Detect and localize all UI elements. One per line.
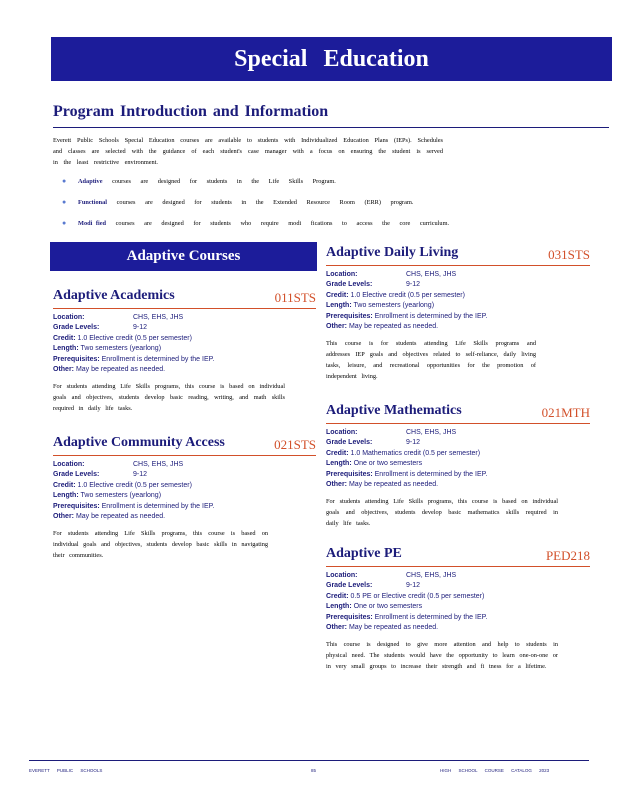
- bullet-term: Adaptive: [78, 178, 103, 185]
- bullet-text: courses are designed for students in the Extended Resource Room (ERR) program.: [116, 199, 414, 206]
- course-code: 021STS: [274, 437, 316, 452]
- course-card-adaptive-academics: [53, 288, 316, 414]
- course-card-adaptive-pe: [326, 546, 590, 672]
- bullet-text: courses are designed for students who require modi fications to access the core curriculum.: [115, 220, 450, 227]
- course-details: [326, 270, 590, 332]
- course-type-list: [62, 176, 482, 239]
- grade-levels-value: 9-12: [406, 582, 421, 590]
- course-divider: [326, 566, 590, 567]
- prerequisites-label: Prerequisites:: [326, 613, 373, 621]
- length-label: Length:: [326, 302, 352, 310]
- length-label: Length:: [326, 603, 352, 611]
- footer-divider: [29, 760, 589, 761]
- course-code: 021MTH: [541, 405, 590, 420]
- length-label: Length:: [53, 492, 79, 500]
- other-label: Other:: [326, 624, 347, 632]
- grade-levels-label: Grade Levels:: [326, 439, 373, 447]
- credit-label: Credit:: [326, 291, 349, 299]
- course-code: 031STS: [548, 247, 590, 262]
- prerequisites-label: Prerequisites:: [53, 355, 100, 363]
- course-divider: [53, 308, 316, 309]
- length-value: Two semesters (yearlong): [353, 302, 435, 310]
- location-value: CHS, EHS, JHS: [133, 314, 184, 321]
- location-label: Location:: [326, 271, 358, 278]
- other-value: May be repeated as needed.: [348, 481, 439, 489]
- course-description: For students attending Life Skills programs, this course is based on individual goals and objectives, students develop basic mathematics skills required in daily life tasks.: [326, 498, 558, 528]
- course-title: Adaptive Daily Living: [326, 245, 459, 260]
- other-label: Other:: [326, 481, 347, 489]
- bullet-icon: ●: [62, 177, 67, 185]
- course-code: 011STS: [274, 290, 316, 305]
- credit-value: 1.0 Elective credit (0.5 per semester): [350, 291, 465, 299]
- length-value: Two semesters (yearlong): [80, 492, 162, 500]
- grade-levels-value: 9-12: [406, 439, 421, 447]
- prerequisites-value: Enrollment is determined by the IEP.: [374, 470, 488, 478]
- course-description: This course is for students attending Life Skills programs and addresses IEP goals and objectives related to self-reliance, daily living tasks, leisure, and recreational opportunities for the promotion of independent living.: [326, 340, 536, 381]
- page-title: Special Education: [51, 37, 612, 81]
- length-value: Two semesters (yearlong): [80, 345, 162, 353]
- course-code: PED218: [545, 548, 590, 563]
- other-value: May be repeated as needed.: [75, 366, 166, 374]
- location-label: Location:: [53, 461, 85, 468]
- prerequisites-value: Enrollment is determined by the IEP.: [374, 312, 488, 320]
- credit-value: 1.0 Elective credit (0.5 per semester): [77, 481, 192, 489]
- intro-divider: [53, 127, 609, 128]
- course-divider: [326, 423, 590, 424]
- grade-levels-label: Grade Levels:: [326, 582, 373, 590]
- footer-right: HIGH SCHOOL COURSE CATALOG 2023: [440, 768, 550, 773]
- grade-levels-label: Grade Levels:: [326, 281, 373, 289]
- length-label: Length:: [326, 460, 352, 468]
- location-label: Location:: [53, 314, 85, 321]
- list-item: [62, 218, 482, 239]
- grade-levels-value: 9-12: [133, 471, 148, 479]
- course-description: For students attending Life Skills programs, this course is based on individual goals and objectives, students develop basic reading, writing, and math skills required in daily life tasks.: [53, 383, 285, 413]
- footer-left: EVERETT PUBLIC SCHOOLS: [29, 768, 103, 773]
- credit-label: Credit:: [326, 449, 349, 457]
- grade-levels-value: 9-12: [406, 281, 421, 289]
- credit-value: 1.0 Elective credit (0.5 per semester): [77, 334, 192, 342]
- other-label: Other:: [326, 323, 347, 331]
- location-label: Location:: [326, 572, 358, 579]
- location-label: Location:: [326, 429, 358, 436]
- location-value: CHS, EHS, JHS: [406, 572, 457, 579]
- other-label: Other:: [53, 513, 74, 521]
- course-card-adaptive-mathematics: [326, 403, 590, 529]
- course-title: Adaptive Mathematics: [326, 403, 462, 418]
- course-description: This course is designed to give more attention and help to students in physical need. The students would have the opportunity to learn one-on-one or in very small groups to increase their strength and fi tness for a lifetime.: [326, 641, 558, 671]
- course-card-adaptive-daily-living: [326, 245, 590, 382]
- intro-heading: Program Introduction and Information: [53, 103, 329, 120]
- credit-label: Credit:: [53, 481, 76, 489]
- course-details: [326, 428, 590, 490]
- length-value: One or two semesters: [353, 603, 423, 611]
- course-title: Adaptive Academics: [53, 288, 175, 303]
- bullet-term: Modi fied: [78, 220, 107, 227]
- course-title: Adaptive Community Access: [53, 435, 225, 450]
- prerequisites-value: Enrollment is determined by the IEP.: [374, 613, 488, 621]
- other-value: May be repeated as needed.: [348, 624, 439, 632]
- course-divider: [326, 265, 590, 266]
- grade-levels-label: Grade Levels:: [53, 324, 100, 332]
- other-label: Other:: [53, 366, 74, 374]
- grade-levels-value: 9-12: [133, 324, 148, 332]
- grade-levels-label: Grade Levels:: [53, 471, 100, 479]
- prerequisites-value: Enrollment is determined by the IEP.: [101, 502, 215, 510]
- location-value: CHS, EHS, JHS: [406, 429, 457, 436]
- list-item: [62, 197, 482, 218]
- prerequisites-label: Prerequisites:: [326, 312, 373, 320]
- bullet-text: courses are designed for students in the Life Skills Program.: [112, 178, 336, 185]
- list-item: [62, 176, 482, 197]
- prerequisites-label: Prerequisites:: [326, 470, 373, 478]
- other-value: May be repeated as needed.: [348, 323, 439, 331]
- course-divider: [53, 455, 316, 456]
- course-description: For students attending Life Skills programs, this course is based on individual goals and objectives, students develop basic skills in navigating their communities.: [53, 530, 268, 560]
- location-value: CHS, EHS, JHS: [133, 461, 184, 468]
- other-value: May be repeated as needed.: [75, 513, 166, 521]
- course-details: [326, 571, 590, 633]
- credit-value: 1.0 Mathematics credit (0.5 per semester): [350, 449, 481, 457]
- footer-page-number: 85: [311, 768, 317, 773]
- bullet-icon: ●: [62, 198, 67, 206]
- bullet-icon: ●: [62, 219, 67, 227]
- prerequisites-label: Prerequisites:: [53, 502, 100, 510]
- location-value: CHS, EHS, JHS: [406, 271, 457, 278]
- prerequisites-value: Enrollment is determined by the IEP.: [101, 355, 215, 363]
- credit-value: 0.5 PE or Elective credit (0.5 per semester): [350, 592, 485, 600]
- course-details: [53, 460, 316, 522]
- section-heading: Adaptive Courses: [50, 242, 317, 271]
- bullet-term: Functional: [78, 199, 108, 206]
- intro-paragraph: Everett Public Schools Special Education courses are available to students with Individualized Education Plans (IEPs). Schedules and classes are selected with the guidance of each student's case manager with a focus on ensuring the student is served in the least restrictive environment.: [53, 137, 443, 166]
- course-title: Adaptive PE: [326, 546, 402, 561]
- course-details: [53, 313, 316, 375]
- length-label: Length:: [53, 345, 79, 353]
- credit-label: Credit:: [53, 334, 76, 342]
- length-value: One or two semesters: [353, 460, 423, 468]
- course-card-adaptive-community-access: [53, 435, 316, 561]
- credit-label: Credit:: [326, 592, 349, 600]
